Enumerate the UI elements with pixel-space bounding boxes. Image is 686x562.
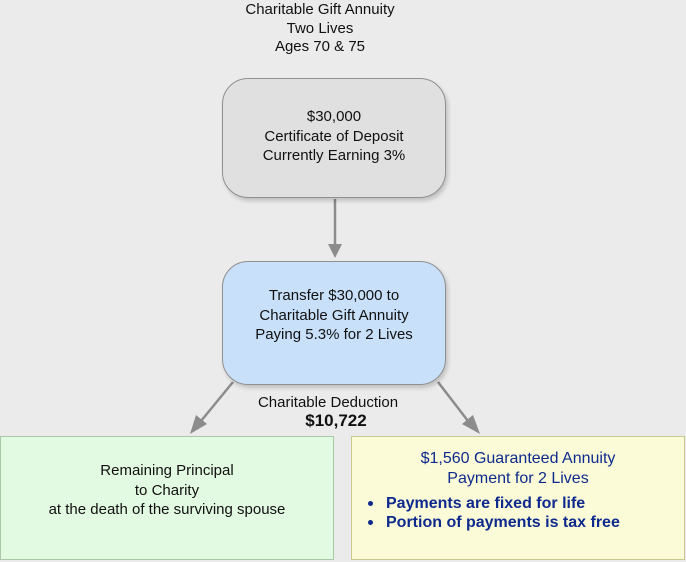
- cga-type: Charitable Gift Annuity: [259, 306, 409, 324]
- charitable-deduction-amount: $10,722: [305, 411, 367, 430]
- charity-line-1: Remaining Principal: [100, 462, 234, 479]
- title-line-1: Charitable Gift Annuity: [245, 1, 395, 18]
- remaining-principal-box: [0, 436, 334, 560]
- gift-annuity-transfer-box: [222, 261, 446, 385]
- guaranteed-annuity-box: [351, 436, 685, 560]
- cga-rate: Paying 5.3% for 2 Lives: [255, 326, 413, 343]
- certificate-of-deposit-box: [222, 78, 446, 198]
- arrow-cd-to-cga: [328, 199, 342, 258]
- bullet-icon: [368, 501, 373, 506]
- annuity-amount: $1,560 Guaranteed Annuity: [420, 450, 616, 467]
- arrow-cga-to-annuity: [438, 382, 480, 434]
- bullet-text: Portion of payments is tax free: [386, 514, 620, 531]
- bullet-item: [352, 513, 684, 532]
- title-line-2: Two Lives: [286, 19, 354, 37]
- cd-type: Certificate of Deposit: [264, 127, 404, 145]
- cga-transfer: Transfer $30,000 to: [268, 287, 400, 304]
- annuity-bullet-list: [352, 494, 684, 532]
- charity-line-3: at the death of the surviving spouse: [48, 501, 286, 518]
- title-line-3: Ages 70 & 75: [274, 38, 366, 55]
- cd-amount: $30,000: [306, 108, 362, 125]
- bullet-icon: [368, 520, 373, 525]
- annuity-lives: Payment for 2 Lives: [447, 470, 589, 487]
- charitable-deduction-label: Charitable Deduction: [257, 394, 399, 411]
- bullet-text: Payments are fixed for life: [386, 495, 586, 512]
- charity-line-2: to Charity: [134, 481, 200, 499]
- cd-rate: Currently Earning 3%: [262, 147, 406, 164]
- bullet-item: [352, 494, 684, 513]
